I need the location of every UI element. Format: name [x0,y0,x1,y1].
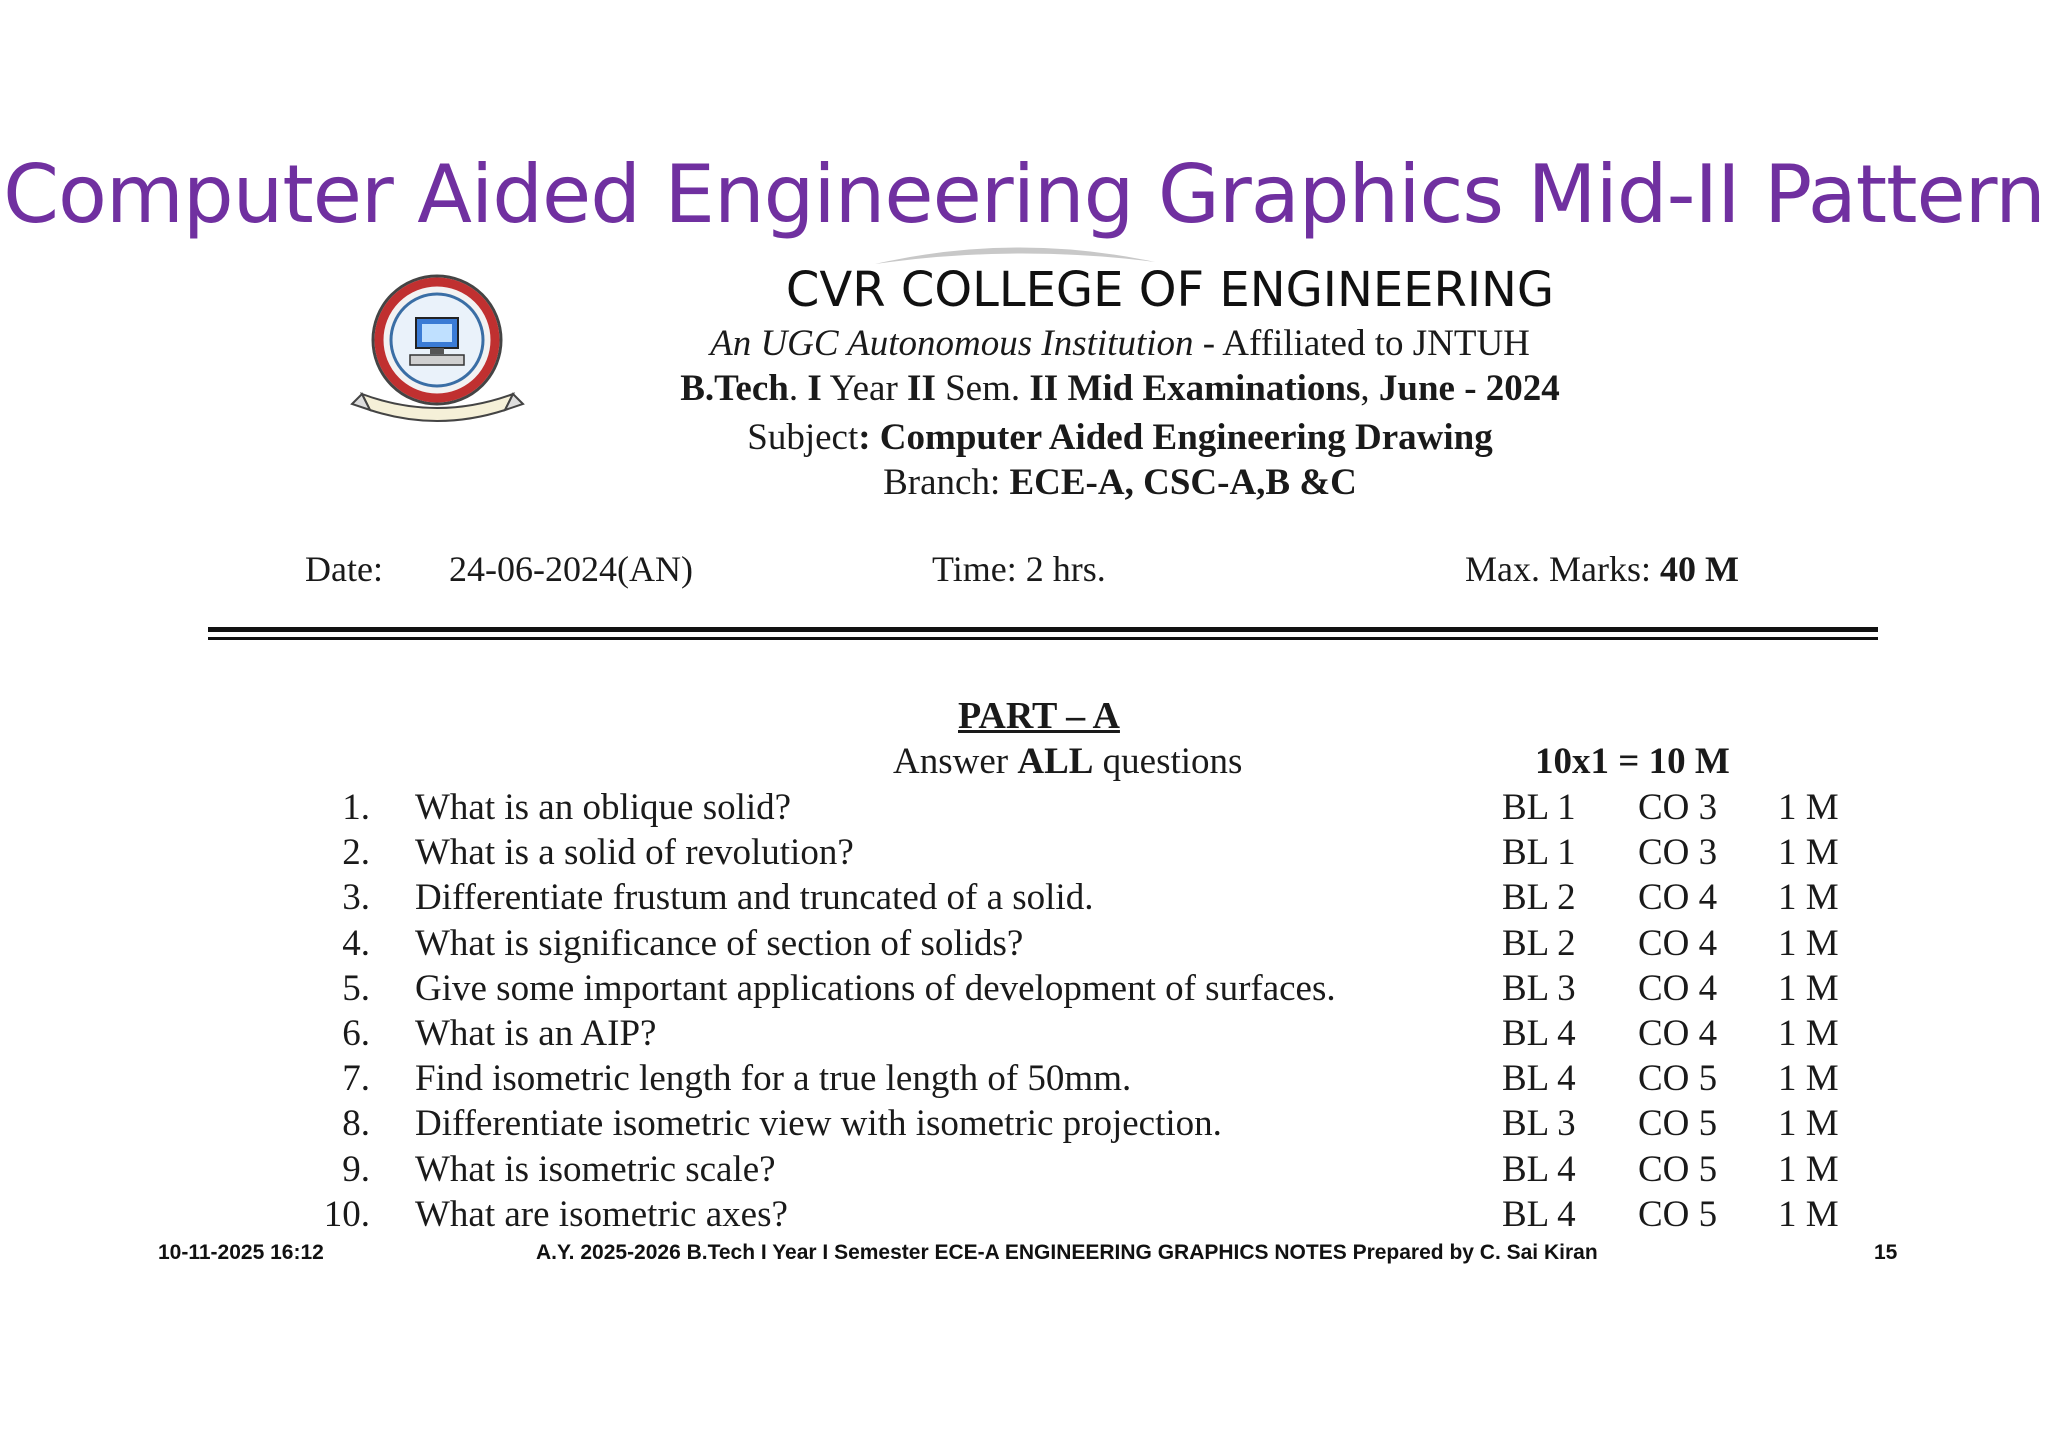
question-row [0,831,2048,876]
footer-center-text: A.Y. 2025-2026 B.Tech I Year I Semester ECE-A ENGINEERING GRAPHICS NOTES Prepared by C. Sai Kiran [536,1241,1598,1264]
question-number: 8. [342,1103,370,1144]
question-number: 1. [342,787,370,828]
question-number: 4. [342,923,370,964]
question-marks: 1 M [1778,787,1839,828]
bloom-level: BL 4 [1502,1013,1576,1054]
question-number: 6. [342,1013,370,1054]
question-number: 3. [342,877,370,918]
course-outcome: CO 4 [1638,968,1718,1009]
slide-title: Computer Aided Engineering Graphics Mid-II Pattern [3,148,2045,241]
question-row [0,1193,2048,1238]
part-a-heading: PART – A [958,695,1120,737]
bloom-level: BL 3 [1502,1103,1576,1144]
exam-part: II [907,368,936,409]
subject-line [600,416,1640,459]
question-text: What is a solid of revolution? [415,832,854,873]
max-marks [1465,548,1739,590]
question-text: What is an oblique solid? [415,787,792,828]
question-text: What are isometric axes? [415,1194,788,1235]
bloom-level: BL 1 [1502,832,1576,873]
question-number: 2. [342,832,370,873]
college-name: CVR COLLEGE OF ENGINEERING [785,262,1555,318]
question-text: What is an AIP? [415,1013,657,1054]
exam-part: Year [821,368,908,409]
course-outcome: CO 5 [1638,1058,1718,1099]
bloom-level: BL 4 [1502,1149,1576,1190]
question-row [0,967,2048,1012]
instruction-post: questions [1093,741,1243,782]
exam-part: B.Tech [680,368,789,409]
question-marks: 1 M [1778,1058,1839,1099]
course-outcome: CO 3 [1638,832,1718,873]
question-marks: 1 M [1778,1103,1839,1144]
question-marks: 1 M [1778,923,1839,964]
course-outcome: CO 4 [1638,1013,1718,1054]
subject-value: : Computer Aided Engineering Drawing [858,417,1493,458]
footer-timestamp: 10-11-2025 16:12 [158,1241,324,1264]
date-value: 24-06-2024(AN) [449,549,693,589]
affiliation-italic: An UGC Autonomous Institution [710,323,1194,364]
course-outcome: CO 4 [1638,877,1718,918]
question-text: Give some important applications of development of surfaces. [415,968,1336,1009]
question-number: 5. [342,968,370,1009]
branch-value: ECE-A, CSC-A,B &C [1009,462,1357,503]
bloom-level: BL 4 [1502,1194,1576,1235]
question-text: What is isometric scale? [415,1149,776,1190]
course-outcome: CO 4 [1638,923,1718,964]
question-marks: 1 M [1778,968,1839,1009]
max-marks-value: 40 M [1659,549,1739,589]
question-text: Find isometric length for a true length of 50mm. [415,1058,1132,1099]
divider-thin [208,637,1878,640]
question-row [0,1057,2048,1102]
course-outcome: CO 3 [1638,787,1718,828]
question-row [0,922,2048,967]
branch-line [600,461,1640,504]
question-text: Differentiate frustum and truncated of a solid. [415,877,1094,918]
bloom-level: BL 3 [1502,968,1576,1009]
question-number: 10. [323,1194,370,1235]
question-marks: 1 M [1778,832,1839,873]
subject-label: Subject [747,417,859,458]
exam-part: II Mid Examinations [1029,368,1361,409]
question-row [0,786,2048,831]
time-text: Time: 2 hrs. [932,549,1106,589]
question-row [0,1148,2048,1193]
course-outcome: CO 5 [1638,1103,1718,1144]
footer-page-number: 15 [1874,1241,1898,1264]
exam-part: Sem. [935,368,1030,409]
exam-part: , [1360,368,1379,409]
affiliation-rest: - Affiliated to JNTUH [1193,323,1530,364]
question-number: 9. [342,1149,370,1190]
bloom-level: BL 4 [1502,1058,1576,1099]
question-marks: 1 M [1778,1013,1839,1054]
instruction-bold: ALL [1017,741,1094,782]
course-outcome: CO 5 [1638,1149,1718,1190]
exam-part: . [788,368,808,409]
question-text: Differentiate isometric view with isometric projection. [415,1103,1222,1144]
college-seal-icon [350,270,525,425]
instruction-pre: Answer [893,741,1018,782]
part-a-instruction [893,740,1242,783]
affiliation-line [600,322,1640,365]
exam-line [600,367,1640,410]
exam-part: I [807,368,822,409]
question-row [0,1102,2048,1147]
question-marks: 1 M [1778,1149,1839,1190]
divider-thick [208,627,1878,632]
course-outcome: CO 5 [1638,1194,1718,1235]
question-marks: 1 M [1778,1194,1839,1235]
branch-label: Branch: [883,462,1010,503]
question-marks: 1 M [1778,877,1839,918]
question-row [0,876,2048,921]
max-marks-label: Max. Marks: [1465,549,1660,589]
exam-part: June - 2024 [1378,368,1560,409]
date-label: Date: [305,549,383,589]
part-a-marks-summary: 10x1 = 10 M [1535,741,1730,782]
question-text: What is significance of section of solids? [415,923,1024,964]
question-number: 7. [342,1058,370,1099]
question-row [0,1012,2048,1057]
bloom-level: BL 1 [1502,787,1576,828]
bloom-level: BL 2 [1502,877,1576,918]
bloom-level: BL 2 [1502,923,1576,964]
